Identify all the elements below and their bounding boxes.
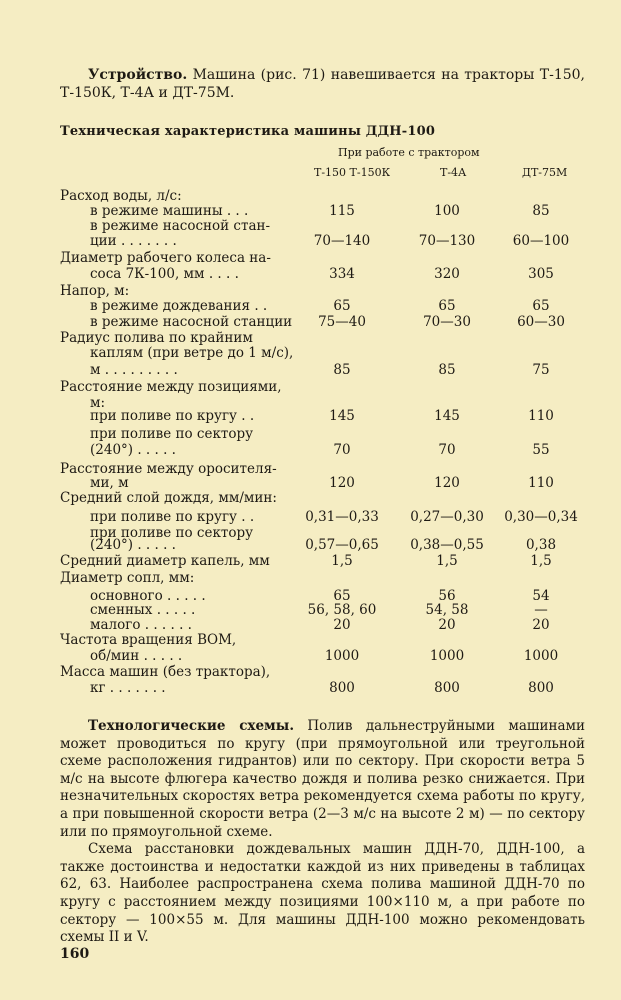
row-value: 800: [434, 680, 460, 696]
table-group-header: При работе с трактором: [338, 146, 480, 159]
column-header-t150: Т-150 Т-150К: [314, 166, 391, 179]
page-number: 160: [60, 946, 90, 962]
row-label: Радиус полива по крайним: [60, 330, 253, 346]
row-value: 65: [532, 298, 550, 314]
row-value: 75: [532, 362, 550, 378]
row-value: 0,31—0,33: [305, 509, 379, 525]
row-value: 1000: [429, 648, 465, 664]
row-value: 20: [438, 617, 456, 633]
row-value: 320: [434, 266, 460, 282]
row-value: 145: [329, 408, 355, 424]
tech-paragraph-1: Полив дальнеструйными машинами может проводиться по кругу (при прямоугольной или треугольной схеме расположения гидрантов) или по сектору. При скорости ветра 5 м/с на высоте флюгера качество дождя и полива резко снижается. При незначительных скоростях ветра рекомендуется схема работы по кругу, а при повышенной скорости ветра (2—3 м/с на высоте 2 м) — по сектору или по прямоугольной схеме.: [60, 718, 585, 840]
row-value: 1,5: [331, 553, 353, 569]
row-label: Диаметр рабочего колеса на-: [60, 250, 271, 266]
row-label: Расстояние между оросителя-: [60, 461, 277, 477]
row-label: в режиме машины . . .: [90, 203, 249, 219]
row-value: 70—140: [313, 233, 371, 249]
row-value: 800: [329, 680, 355, 696]
row-value: 0,57—0,65: [305, 537, 379, 553]
row-value: 800: [528, 680, 554, 696]
row-value: 70—130: [418, 233, 476, 249]
row-value: 0,38—0,55: [410, 537, 484, 553]
row-value: 20: [333, 617, 351, 633]
row-label: Расстояние между позициями,: [60, 379, 282, 395]
row-value: 65: [333, 588, 351, 604]
row-value: 75—40: [318, 314, 366, 330]
row-label: об/мин . . . . .: [90, 648, 183, 664]
row-label: малого . . . . . .: [90, 617, 192, 633]
row-label: м:: [90, 395, 106, 411]
row-value: 1,5: [530, 553, 552, 569]
row-value: 334: [329, 266, 355, 282]
row-value: 0,27—0,30: [410, 509, 484, 525]
intro-heading: Устройство.: [88, 67, 188, 83]
row-value: 65: [438, 298, 456, 314]
row-value: 0,30—0,34: [504, 509, 578, 525]
row-label: в режиме дождевания . .: [90, 298, 268, 314]
row-label: (240°) . . . . .: [90, 442, 176, 458]
tech-heading: Технологические схемы.: [88, 718, 295, 734]
row-label: ми, м: [90, 475, 129, 491]
row-value: 120: [434, 475, 460, 491]
row-label: Средний слой дождя, мм/мин:: [60, 490, 277, 506]
row-label: при поливе по кругу . .: [90, 408, 255, 424]
row-value: 55: [532, 442, 550, 458]
tech-section: [60, 718, 585, 947]
row-value: 1,5: [436, 553, 458, 569]
row-value: 70—30: [423, 314, 471, 330]
row-value: 145: [434, 408, 460, 424]
intro-text: Машина (рис. 71) навешивается на тракторы Т-150, Т-150К, Т-4А и ДТ-75М.: [60, 67, 585, 101]
row-label: основного . . . . .: [90, 588, 206, 604]
row-value: 60—100: [512, 233, 570, 249]
row-label: каплям (при ветре до 1 м/с),: [90, 345, 294, 361]
row-value: 56: [438, 588, 456, 604]
row-value: 110: [528, 408, 554, 424]
row-label: при поливе по сектору: [90, 426, 254, 442]
row-value: 305: [528, 266, 554, 282]
row-label: Диаметр сопл, мм:: [60, 570, 195, 586]
row-value: 1000: [523, 648, 559, 664]
row-value: 20: [532, 617, 550, 633]
column-header-t4a: Т-4А: [440, 166, 467, 179]
row-value: —: [534, 602, 548, 618]
row-value: 65: [333, 298, 351, 314]
row-label: соса 7К-100, мм . . . .: [90, 266, 239, 282]
row-label: Напор, м:: [60, 283, 130, 299]
row-value: 70: [333, 442, 351, 458]
row-label: (240°) . . . . .: [90, 537, 176, 553]
row-value: 56, 58, 60: [307, 602, 377, 618]
table-title: Техническая характеристика машины ДДН-100: [60, 124, 436, 139]
row-value: 54: [532, 588, 550, 604]
row-value: 110: [528, 475, 554, 491]
row-value: 85: [438, 362, 456, 378]
row-value: 60—30: [517, 314, 565, 330]
row-label: Частота вращения ВОМ,: [60, 632, 237, 648]
row-value: 85: [333, 362, 351, 378]
row-value: 100: [434, 203, 460, 219]
column-header-dt75m: ДТ-75М: [522, 166, 568, 179]
row-label: ции . . . . . . .: [90, 233, 177, 249]
row-value: 85: [532, 203, 550, 219]
row-value: 120: [329, 475, 355, 491]
row-label: Средний диаметр капель, мм: [60, 553, 270, 569]
row-label: сменных . . . . .: [90, 602, 196, 618]
intro-paragraph: [60, 66, 585, 102]
row-label: Расход воды, л/с:: [60, 188, 182, 204]
row-label: кг . . . . . . .: [90, 680, 166, 696]
row-value: 54, 58: [425, 602, 469, 618]
row-value: 70: [438, 442, 456, 458]
row-label: м . . . . . . . . .: [90, 362, 178, 378]
row-label: при поливе по сектору: [90, 525, 254, 541]
row-label: при поливе по кругу . .: [90, 509, 255, 525]
row-value: 1000: [324, 648, 360, 664]
tech-paragraph-2: Схема расстановки дождевальных машин ДДН-70, ДДН-100, а также достоинства и недостатки каждой из них приведены в таблицах 62, 63. Наиболее распространена схема полива машиной ДДН-70 по кругу с расстоянием между позициями 100×110 м, а при работе по сектору — 100×55 м. Для машины ДДН-100 можно рекомендовать схемы II и V.: [60, 841, 585, 946]
row-label: в режиме насосной станции: [90, 314, 293, 330]
row-value: 0,38: [525, 537, 557, 553]
row-label: в режиме насосной стан-: [90, 218, 271, 234]
row-label: Масса машин (без трактора),: [60, 664, 271, 680]
row-value: 115: [329, 203, 355, 219]
